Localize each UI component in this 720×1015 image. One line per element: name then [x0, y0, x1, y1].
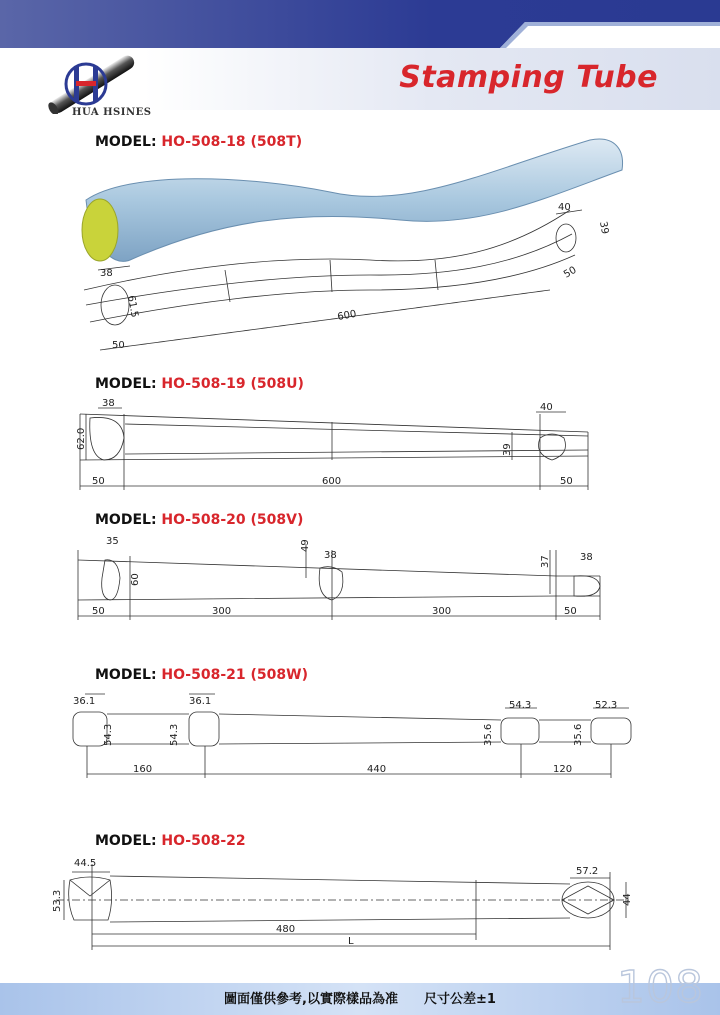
model-variant: (508W)	[250, 667, 308, 683]
dim-label: 39	[597, 220, 611, 236]
dim-label: 36.1	[189, 696, 212, 707]
dim-label: 600	[336, 308, 358, 323]
tube-3d-render	[86, 139, 623, 261]
dim-label: 44	[622, 893, 633, 906]
dim-label: 300	[432, 606, 452, 617]
model-code: HO-508-18	[161, 134, 246, 150]
model-prefix: MODEL:	[95, 134, 157, 150]
dim-label: 50	[564, 606, 577, 617]
dim-label: 60	[130, 573, 141, 586]
model-title	[95, 833, 246, 849]
model-variant: (508V)	[250, 512, 304, 528]
dim-label: 50	[562, 264, 579, 281]
dim-label: 160	[133, 764, 153, 775]
dim-label: 44.5	[74, 858, 97, 869]
model-drawing-508-20	[70, 530, 610, 626]
brand-name: HUA HSINES	[72, 107, 152, 118]
dim-label: 120	[553, 764, 573, 775]
dim-label: 54.3	[509, 700, 532, 711]
model-drawing-508-18	[70, 130, 630, 360]
model-prefix: MODEL:	[95, 667, 157, 683]
dim-label: 49	[300, 539, 311, 552]
dim-label: 38	[102, 398, 115, 409]
dim-label: 54.3	[169, 723, 180, 746]
dim-label: 39	[502, 443, 513, 456]
dim-label: 40	[558, 202, 571, 213]
dim-label: 50	[560, 476, 573, 487]
dim-label: 52.3	[595, 700, 618, 711]
hua-hsines-logo	[36, 54, 146, 114]
model-variant: (508U)	[250, 376, 304, 392]
dim-label: 61.5	[125, 294, 140, 319]
dim-label: 57.2	[576, 866, 599, 877]
model-prefix: MODEL:	[95, 376, 157, 392]
model-drawing-508-21	[65, 690, 645, 786]
banner-notch	[0, 0, 720, 50]
dim-label: 50	[92, 476, 105, 487]
dim-label: 440	[367, 764, 387, 775]
dim-label: 480	[276, 924, 296, 935]
dim-label: L	[348, 936, 354, 947]
tube-end-face	[82, 199, 118, 261]
dim-label: 38	[324, 550, 337, 561]
model-code: HO-508-20	[161, 512, 246, 528]
dim-label: 38	[100, 268, 113, 279]
page-title: Stamping Tube	[399, 60, 658, 95]
model-drawing-508-22	[50, 850, 640, 950]
model-title	[95, 667, 308, 683]
dim-label: 50	[112, 340, 125, 351]
model-code: HO-508-22	[161, 833, 246, 849]
dim-label: 36.1	[73, 696, 96, 707]
dim-label: 37	[540, 555, 551, 568]
dim-label: 600	[322, 476, 342, 487]
model-variant: (508T)	[250, 134, 303, 150]
dim-label: 53.3	[52, 889, 63, 912]
model-title	[95, 376, 304, 392]
dim-label: 35	[106, 536, 119, 547]
dim-label: 50	[92, 606, 105, 617]
dim-label: 62.0	[76, 427, 87, 450]
dim-label: 35.6	[483, 723, 494, 746]
dim-label: 38	[580, 552, 593, 563]
dim-label: 35.6	[573, 723, 584, 746]
model-title	[95, 512, 303, 528]
model-prefix: MODEL:	[95, 833, 157, 849]
model-code: HO-508-21	[161, 667, 246, 683]
model-drawing-508-19	[70, 394, 600, 494]
model-code: HO-508-19	[161, 376, 246, 392]
dim-label: 40	[540, 402, 553, 413]
page-number: 108	[617, 962, 704, 1013]
dim-label: 54.3	[103, 723, 114, 746]
model-prefix: MODEL:	[95, 512, 157, 528]
dim-label: 300	[212, 606, 232, 617]
footer-note: 圖面僅供參考,以實際樣品為准 尺寸公差±1	[224, 992, 496, 1007]
